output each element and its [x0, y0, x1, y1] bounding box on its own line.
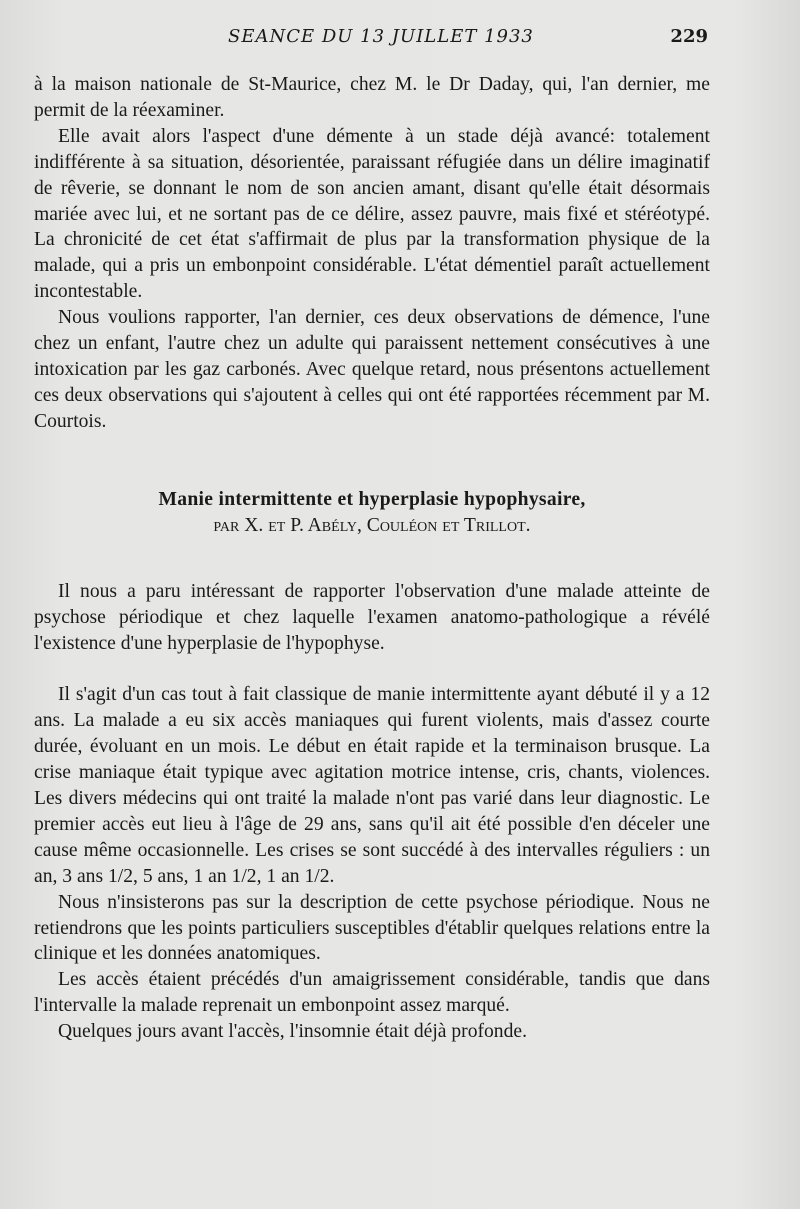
paragraph-intro: Il nous a paru intéressant de rapporter l'observation d'une malade atteinte de psychose périodique et chez laquelle l'examen anatomo-pathologique a révélé l'existence d'une hyperplasie de l'hypophyse. — [34, 580, 710, 654]
paragraph: Nous n'insisterons pas sur la description de cette psychose périodique. Nous ne retiendrons que les points particuliers susceptibles d'établir quelques relations entre la clinique et les données anatomiques. — [34, 891, 710, 965]
paragraph: Les accès étaient précédés d'un amaigrissement considérable, tandis que dans l'intervalle la malade reprenait un embonpoint assez marqué. — [34, 969, 710, 1017]
article-title: Manie intermittente et hyperplasie hypophysaire, — [158, 488, 586, 510]
running-title: SEANCE DU 13 JUILLET 1933 — [228, 26, 534, 47]
page-number: 229 — [670, 26, 708, 47]
paragraph: Quelques jours avant l'accès, l'insomnie était déjà profonde. — [58, 1021, 527, 1043]
paragraph: Il s'agit d'un cas tout à fait classique de manie intermittente ayant débuté il y a 12 ans. La malade a eu six accès maniaques qui furent violents, mais d'assez courte durée, évoluant en un mois. Le début en était rapide et la terminaison brusque. La crise maniaque était typique avec agitation motrice intense, cris, chants, violences. Les divers médecins qui ont traité la malade n'ont pas varié dans leur diagnostic. Le premier accès eut lieu à l'âge de 29 ans, sans qu'il ait été possible d'en déceler une cause même occasionnelle. Les crises se sont succédé à des intervalles réguliers : un an, 3 ans 1/2, 5 ans, 1 an 1/2, 1 an 1/2. — [34, 684, 710, 887]
page-header — [0, 26, 800, 52]
paragraph-continuation: à la maison nationale de St-Maurice, chez M. le Dr Daday, qui, l'an dernier, me permit de la réexaminer. — [34, 74, 710, 121]
article-authors: par X. et P. Abély, Couléon et Trillot. — [213, 514, 531, 536]
paragraph: Elle avait alors l'aspect d'une démente à un stade déjà avancé: totalement indifférente à sa situation, désorientée, paraissant réfugiée dans un délire imaginatif de rêverie, se donnant le nom de son ancien amant, disant qu'elle était désormais mariée avec lui, et ne sortant pas de ce délire, assez pauvre, mais fixé et stéréotypé. La chronicité de cet état s'affirmait de plus par la transformation physique de la malade, qui a pris un embonpoint considérable. L'état démentiel paraît actuellement incontestable. — [34, 125, 710, 303]
page-body — [34, 72, 710, 1045]
paragraph: Nous voulions rapporter, l'an dernier, ces deux observations de démence, l'une chez un enfant, l'autre chez un adulte qui paraissent nettement consécutives à une intoxication par les gaz carbonés. Avec quelque retard, nous présentons actuellement ces deux observations qui s'ajoutent à celles qui ont été rapportées récemment par M. Courtois. — [34, 307, 710, 432]
